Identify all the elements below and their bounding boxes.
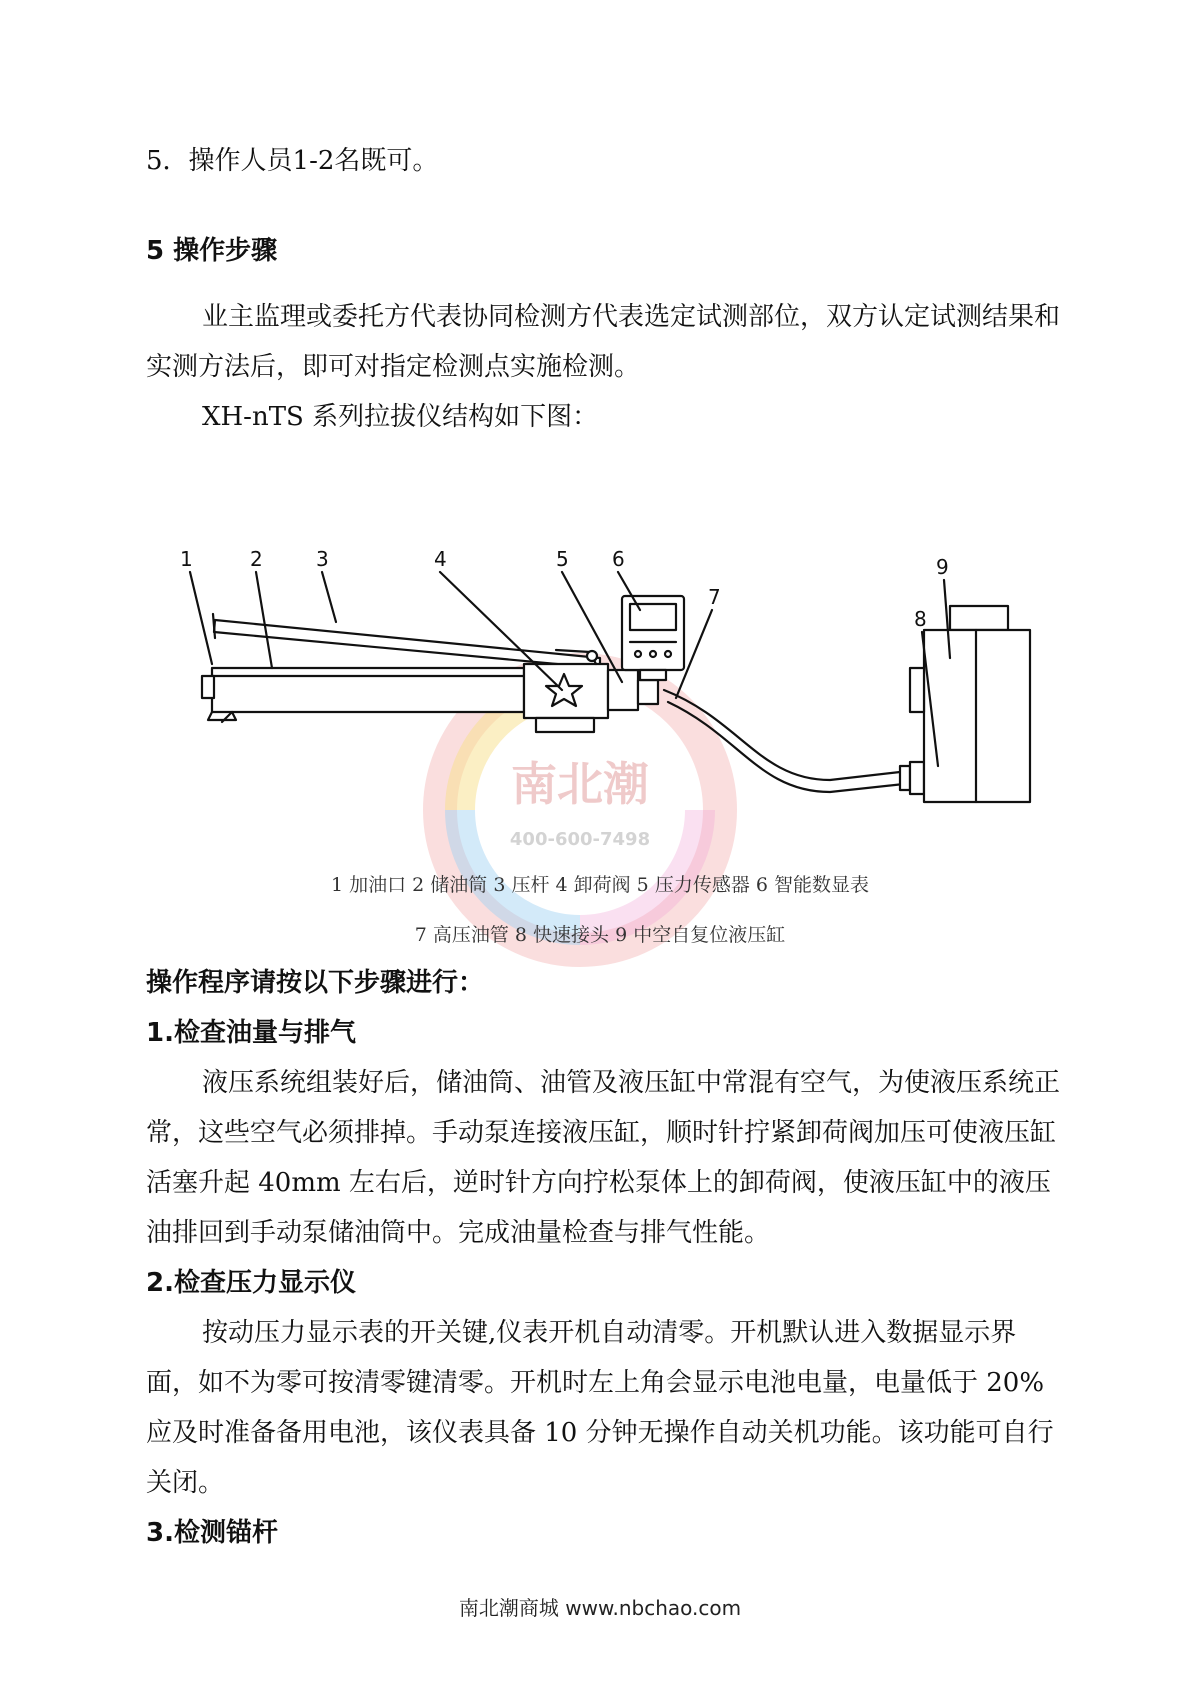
procedure-heading: 操作程序请按以下步骤进行： <box>146 968 485 998</box>
section-title: 5 操作步骤 <box>146 236 278 266</box>
step1-text: 液压系统组装好后，储油筒、油管及液压缸中常混有空气，为使液压系统正常，这些空气必须排掉。手动泵连接液压缸，顺时针拧紧卸荷阀加压可使液压缸活塞升起 40mm 左右后，逆时针方向拧松泵体上的卸荷阀，使液压缸中的液压油排回到手动泵储油筒中。完成油量检查与排气性能。 <box>146 1068 1061 1248</box>
list-item-5: 5．操作人员1-2名既可。 <box>146 146 439 176</box>
label-6: 6 <box>612 547 625 571</box>
step2-title: 2.检查压力显示仪 <box>146 1268 356 1298</box>
page-footer: 南北潮商城 www.nbchao.com <box>458 1596 742 1620</box>
label-9: 9 <box>936 555 949 579</box>
label-8: 8 <box>914 607 927 631</box>
label-2: 2 <box>250 547 263 571</box>
label-3: 3 <box>316 547 329 571</box>
figure-intro: XH-nTS 系列拉拔仪结构如下图： <box>202 402 599 432</box>
step1-title: 1.检查油量与排气 <box>146 1018 356 1048</box>
figure-caption-line2: 7 高压油管 8 快速接头 9 中空自复位液压缸 <box>414 924 786 946</box>
watermark-text: 南北潮 <box>511 757 649 811</box>
step2-text: 按动压力显示表的开关键,仪表开机自动清零。开机默认进入数据显示界面，如不为零可按清零键清零。开机时左上角会显示电池电量，电量低于 20%应及时准备备用电池，该仪表具备 10 分钟无操作自动关机功能。该功能可自行关闭。 <box>146 1318 1054 1498</box>
figure-caption-line1: 1 加油口 2 储油筒 3 压杆 4 卸荷阀 5 压力传感器 6 智能数显表 <box>331 874 869 896</box>
label-1: 1 <box>180 547 193 571</box>
watermark-phone: 400-600-7498 <box>509 829 651 850</box>
section-intro: 业主监理或委托方代表协同检测方代表选定试测部位，双方认定试测结果和实测方法后，即可对指定检测点实施检测。 <box>146 302 1061 382</box>
label-5: 5 <box>556 547 569 571</box>
step3-title: 3.检测锚杆 <box>146 1518 278 1548</box>
device-structure-figure <box>0 540 1200 820</box>
label-4: 4 <box>434 547 447 571</box>
label-7: 7 <box>708 585 721 609</box>
